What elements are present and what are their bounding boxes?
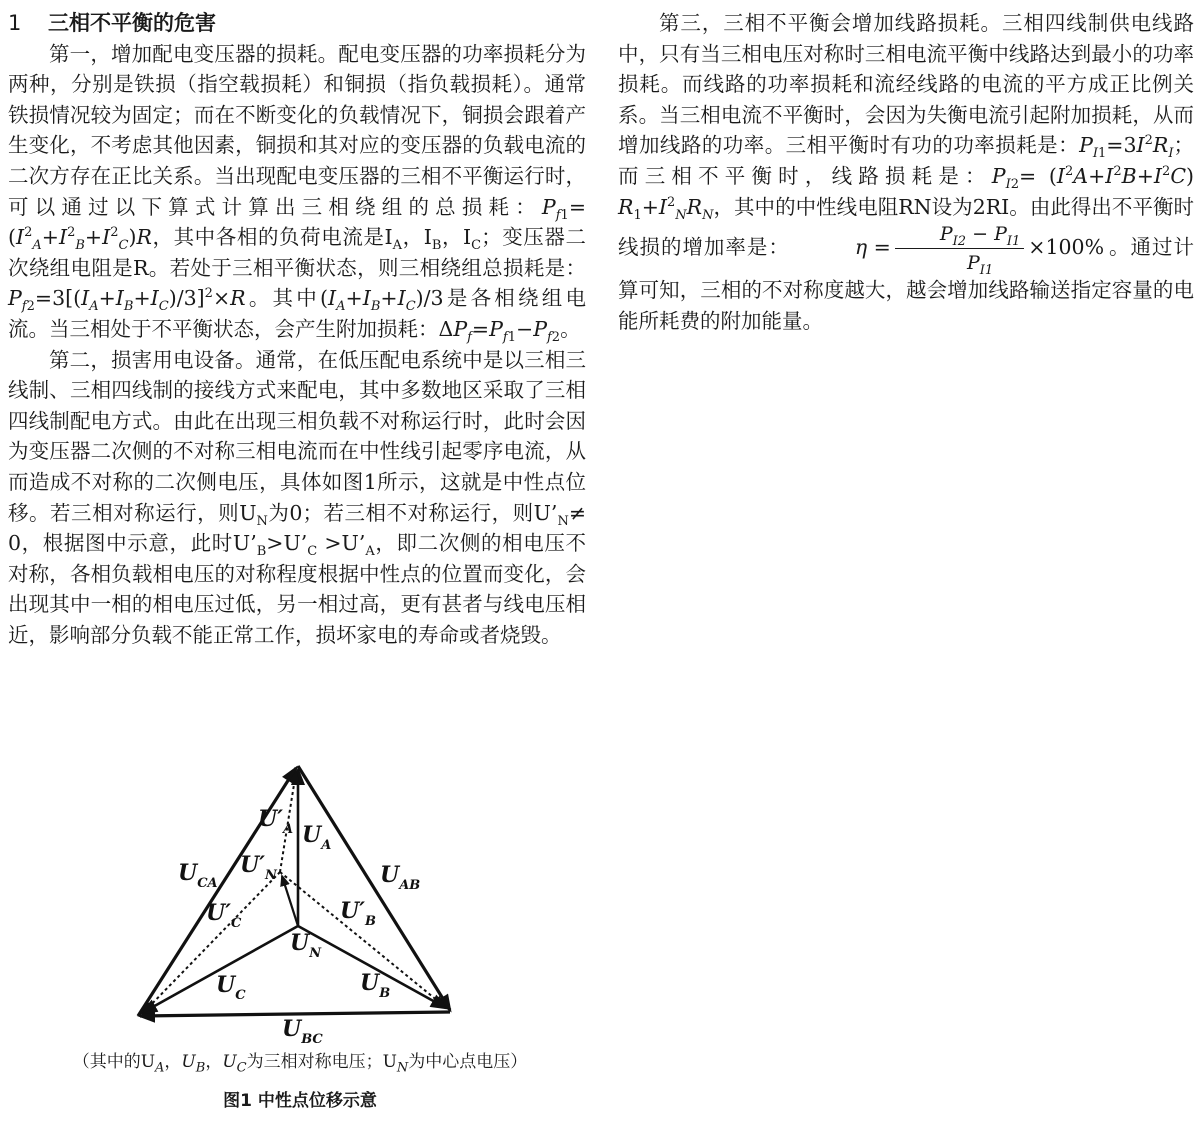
neutral-shift-diagram [40, 754, 560, 1084]
label-u-n: $U_N$ [290, 930, 322, 961]
text-run: 是各相绕组电流。当三相处于不平衡状态，会产生附加损耗： [8, 286, 587, 341]
text-run: 为三相对称电压；U [246, 1052, 397, 1072]
phase-voltage-c [142, 926, 298, 1013]
text-run: 。其中 [245, 286, 321, 311]
text-run: 为0；若三相不对称运行，则U’ [267, 500, 558, 525]
section-title: 三相不平衡的危害 [48, 11, 216, 35]
text-run: 第三，三相不平衡会增加线路损耗。三相四线制供电线路中，只有当三相电压对称时三相电流平衡中线路达到最小的功率损耗。而线路的功率损耗和流经线路的电流的平方成正比例关系。当三相电流不平衡时，会因为失衡电流引起附加损耗，从而增加线路的功率。三相平衡时有功的功率损耗是： [618, 11, 1194, 158]
text-run: 为中心点电压） [408, 1052, 528, 1072]
label-u-c: $U_C$ [216, 972, 246, 1003]
text-run: 第二，损害用电设备。通常，在低压配电系统中是以三相三线制、三相四线制的接线方式来配电，其中多数地区采取了三相四线制配电方式。由此在出现三相负载不对称运行时，此时会因为变压器二次侧的不对称三相电流而在中性线引起零序电流，从而造成不对称的二次侧电压，具体如图1所示，这就是中性点位移。若三相对称运行，则U [8, 347, 586, 525]
label-u-prime-b: $U'_B$ [340, 898, 376, 929]
text-run: ；变压器二次绕组电阻是R。若处于三相平衡状态，则三相绕组总损耗是： [8, 225, 586, 280]
left-column [8, 8, 586, 650]
text-run: 第一，增加配电变压器的损耗。配电变压器的功率损耗分为两种，分别是铁损（指空载损耗）和铜损（指负载损耗）。通常铁损情况较为固定；而在不断变化的负载情况下，铜损会跟着产生变化，不考虑其他因素，铜损和其对应的变压器的负载电流的二次方存在正比关系。当出现配电变压器的三相不平衡运行时，可以通过以下算式计算出三相绕组的总损耗： [8, 41, 586, 219]
label-u-prime-n: $U'_N$ [240, 852, 277, 883]
label-u-bc: $U_{BC}$ [282, 1016, 323, 1047]
label-u-ab: $U_{AB}$ [380, 862, 421, 893]
section-number: 1 [8, 11, 22, 35]
section-heading [8, 8, 586, 39]
text-run: （其中的U [72, 1052, 156, 1072]
text-run: ，其中的中性线电阻RN设为2RI。由此得出不平衡时线损的增加率是： [618, 194, 1194, 260]
paragraph-transformer-loss: 第一，增加配电变压器的损耗。配电变压器的功率损耗分为两种，分别是铁损（指空载损耗）和铜损（指负载损耗）。通常铁损情况较为固定；而在不断变化的负载情况下，铜损会跟着产生变化，不考虑其他因素，铜损和其对应的变压器的负载电流的二次方存在正比关系。当出现配电变压器的三相不平衡运行时，可以通过以下算式计算出三相绕组的总损耗：$P_{f1}=(I^2_A+I^2_B+I^2_C)R$，其中各相的负荷电流是$I_A$，$I_B$，$I_C$；变压器二次绕组电阻是R。若处于三相平衡状态，则三相绕组总损耗是：$P_{f2}=3[(I_A+I_B+I_C)/3]^2\times R$。其中$(I_A+I_B+I_C)/3$是各相绕组电流。当三相处于不平衡状态，会产生附加损耗：$\Delta P_f=P_{f1}-P_{f2}$。 [8, 41, 587, 346]
shifted-phase-voltage-c [144, 872, 280, 1012]
text-run: >U’ [266, 531, 308, 556]
label-u-ca: $U_{CA}$ [178, 860, 218, 891]
paragraph-equipment-damage: 第二，损害用电设备。通常，在低压配电系统中是以三相三线制、三相四线制的接线方式来配电，其中多数地区采取了三相四线制配电方式。由此在出现三相负载不对称运行时，此时会因为变压器二次侧的不对称三相电流而在中性线引起零序电流，从而造成不对称的二次侧电压，具体如图1所示，这就是中性点位移。若三相对称运行，则$U_N$为0；若三相不对称运行，则$U’_N\ne 0$，根据图中示意，此时$U’_B>U’_C$ $>U’_A$，即二次侧的相电压不对称，各相负载相电压的对称程度根据中性点的位置而变化，会出现其中一相的相电压过低，另一相过高，更有甚者与线电压相近，影响部分负载不能正常工作，损坏家电的寿命或者烧毁。 [8, 347, 586, 647]
text-run: >U’ [324, 531, 366, 556]
label-u-prime-a: $U'_A$ [258, 806, 294, 837]
figure-caption: （其中的$U_A$，$U_B$，$U_C$为三相对称电压；$U_N$为中心点电压） [72, 1052, 528, 1076]
paragraph-line-loss: 第三，三相不平衡会增加线路损耗。三相四线制供电线路中，只有当三相电压对称时三相电流平衡中线路达到最小的功率损耗。而线路的功率损耗和流经线路的电流的平方成正比例关系。当三相电流不平衡时，会因为失衡电流引起附加损耗，从而增加线路的功率。三相平衡时有功的功率损耗是：$P_{I1}=3I^2R_I$；而三相不平衡时，线路损耗是：$P_{I2}= (I^2A+I^2B+I^2C)$ $R_1+I^2_NR_N$，其中的中性线电阻RN设为2RI。由此得出不平衡时线损的增加率是： η = $\frac{P_{I2} - P_{I1}}{P_{I1}}$ ×100% 。通过计算可知，三相的不对称度越大，越会增加线路输送指定容量的电能所耗费的附加能量。 [618, 11, 1195, 333]
right-column [618, 8, 1194, 336]
text-run: ，其中各相的负荷电流是I [151, 225, 393, 250]
text-run: ，即二次侧的相电压不对称，各相负载相电压的对称程度根据中性点的位置而变化，会出现其中一相的相电压过低，另一相过高，更有甚者与线电压相近，影响部分负载不能正常工作，损坏家电的寿命或者烧毁。 [8, 531, 586, 647]
text-run: ；而三相不平衡时，线路损耗是： [618, 133, 1194, 188]
label-u-b: $U_B$ [360, 970, 391, 1001]
text-run: ≠ 0，根据图中示意，此时U’ [8, 500, 586, 556]
label-u-prime-c: $U'_C$ [206, 900, 242, 931]
loss-increase-formula: η = $\frac{P_{I2} - P_{I1}}{P_{I1}}$ ×100% [854, 223, 1105, 278]
text-run: 。通过计算可知，三相的不对称度越大，越会增加线路输送指定容量的电能所耗费的附加能量。 [618, 235, 1195, 333]
figure-title: 图1 中性点位移示意 [223, 1091, 377, 1111]
label-u-a: $U_A$ [302, 822, 332, 853]
